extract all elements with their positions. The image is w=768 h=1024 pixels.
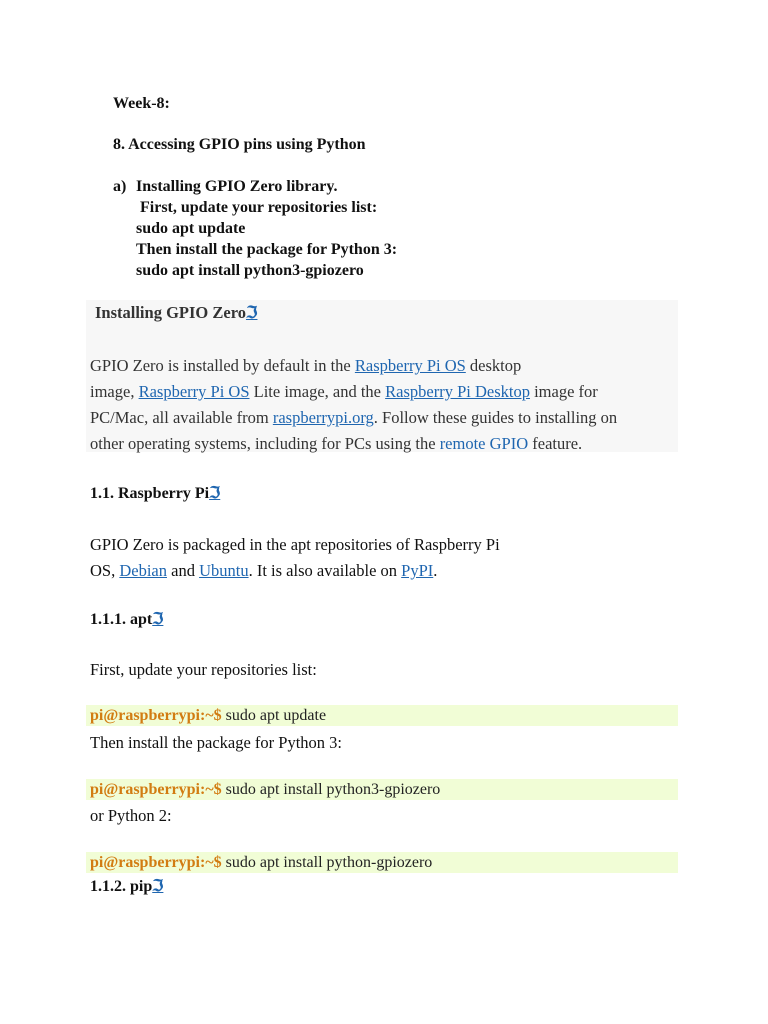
week-heading: Week-8: — [113, 95, 170, 112]
step-a-title: Installing GPIO Zero library. — [136, 178, 338, 195]
install-paragraph — [90, 353, 675, 457]
raspberry-pi-os-lite-link[interactable]: Raspberry Pi OS — [138, 382, 250, 401]
install-heading — [95, 303, 257, 323]
or-python2-text: or Python 2: — [90, 806, 172, 825]
install-permalink[interactable]: ℑ — [245, 303, 258, 322]
install-line-1 — [90, 353, 675, 379]
apt-heading-text: 1.1.1. apt — [90, 611, 153, 628]
raspberry-pi-desktop-link[interactable]: Raspberry Pi Desktop — [385, 382, 530, 401]
text: PC/Mac, all available from — [90, 408, 273, 427]
step-a-marker: a) — [113, 178, 127, 195]
text: . Follow these guides to installing on — [373, 408, 618, 427]
raspberrypi-org-link[interactable]: raspberrypi.org — [272, 408, 374, 427]
pypi-link[interactable]: PyPI — [401, 561, 434, 580]
apt-permalink[interactable]: ℑ — [152, 611, 164, 628]
install-line-2 — [90, 379, 675, 405]
text: Lite image, and the — [249, 382, 386, 401]
shell-command: sudo apt install python-gpiozero — [221, 854, 433, 871]
apt-intro: First, update your repositories list: — [90, 660, 317, 679]
shell-prompt: pi@raspberrypi:~$ — [90, 707, 222, 724]
step-a-line-2: sudo apt update — [136, 220, 246, 237]
remote-gpio-link[interactable]: remote GPIO — [439, 434, 529, 453]
step-a-line-1: First, update your repositories list: — [140, 199, 378, 216]
install-line-4 — [90, 431, 675, 457]
text: . It is also available on — [248, 561, 402, 580]
section-title: 8. Accessing GPIO pins using Python — [113, 136, 366, 153]
install-block — [86, 300, 678, 452]
shell-prompt: pi@raspberrypi:~$ — [90, 781, 222, 798]
ubuntu-link[interactable]: Ubuntu — [199, 561, 249, 580]
rpi-line-2 — [90, 561, 437, 581]
shell-line-python3 — [86, 779, 678, 800]
shell-line-python2 — [86, 852, 678, 873]
text: . — [433, 561, 438, 580]
text: OS, — [90, 561, 120, 580]
text: image for — [529, 382, 598, 401]
step-a-line-3: Then install the package for Python 3: — [136, 241, 398, 258]
raspberry-pi-heading — [90, 483, 220, 503]
debian-link[interactable]: Debian — [119, 561, 167, 580]
pip-permalink[interactable]: ℑ — [152, 878, 164, 895]
text: other operating systems, including for PCs using the — [90, 434, 440, 453]
rpi-line-1: GPIO Zero is packaged in the apt repositories of Raspberry Pi — [90, 535, 500, 554]
then-python3-text: Then install the package for Python 3: — [90, 733, 343, 752]
text: desktop — [465, 356, 522, 375]
install-line-3 — [90, 405, 675, 431]
text: feature. — [528, 434, 583, 453]
apt-heading — [90, 609, 163, 629]
shell-prompt: pi@raspberrypi:~$ — [90, 854, 222, 871]
raspberry-pi-permalink[interactable]: ℑ — [209, 485, 221, 502]
shell-line-update — [86, 705, 678, 726]
pip-heading — [90, 876, 163, 896]
shell-command: sudo apt install python3-gpiozero — [221, 781, 441, 798]
raspberry-pi-os-link[interactable]: Raspberry Pi OS — [354, 356, 466, 375]
text: GPIO Zero is installed by default in the — [90, 356, 355, 375]
shell-command: sudo apt update — [221, 707, 327, 724]
raspberry-pi-heading-text: 1.1. Raspberry Pi — [90, 485, 210, 502]
text: and — [167, 561, 200, 580]
text: image, — [90, 382, 139, 401]
pip-heading-text: 1.1.2. pip — [90, 878, 153, 895]
step-a-line-4: sudo apt install python3-gpiozero — [136, 262, 364, 279]
install-heading-text: Installing GPIO Zero — [95, 303, 246, 322]
